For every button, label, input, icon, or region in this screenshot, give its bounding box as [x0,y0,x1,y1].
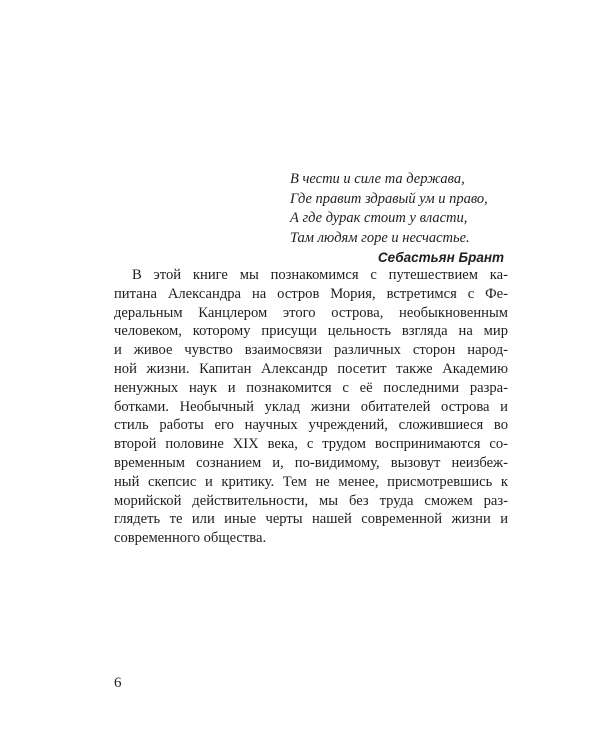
body-line: и живое чувство взаимосвязи различных сторон народ- [114,342,508,359]
body-line: питана Александра на остров Мория, встретимся с Фе- [114,285,508,302]
epigraph-line: Где правит здравый ум и право, [290,190,488,207]
body-line: морийской действительности, мы без труда сможем раз- [114,492,508,509]
body-line: временным сознанием и, по-видимому, вызовут неизбеж- [114,454,508,471]
body-line: человеком, которому присущи цельность взгляда на мир [114,323,508,340]
body-line: ненужных наук и познакомится с её последними разра- [114,379,508,396]
body-line: ботками. Необычный уклад жизни обитателей острова и [114,398,508,415]
body-line: ной жизни. Капитан Александр посетит также Академию [114,360,508,377]
body-line: глядеть те или иные черты нашей современной жизни и [114,511,508,528]
epigraph-line: Там людям горе и несчастье. [290,229,470,246]
body-line: деральным Канцлером этого острова, необыкновенным [114,304,508,321]
body-line: В этой книге мы познакомимся с путешествием ка- [132,267,508,283]
epigraph-author: Себастьян Брант [377,250,504,265]
page-number: 6 [114,675,122,691]
body-paragraph [114,266,508,548]
body-line: стиль работы его научных учреждений, сложившиеся во [114,417,508,434]
epigraph [290,170,510,265]
epigraph-line: В чести и силе та держава, [290,171,465,187]
body-line: ный скепсис и критику. Тем не менее, присмотревшись к [114,473,508,490]
epigraph-line: А где дурак стоит у власти, [290,210,468,226]
body-line: второй половине XIX века, с трудом воспринимаются со- [114,436,508,453]
body-line: современного общества. [114,530,267,547]
